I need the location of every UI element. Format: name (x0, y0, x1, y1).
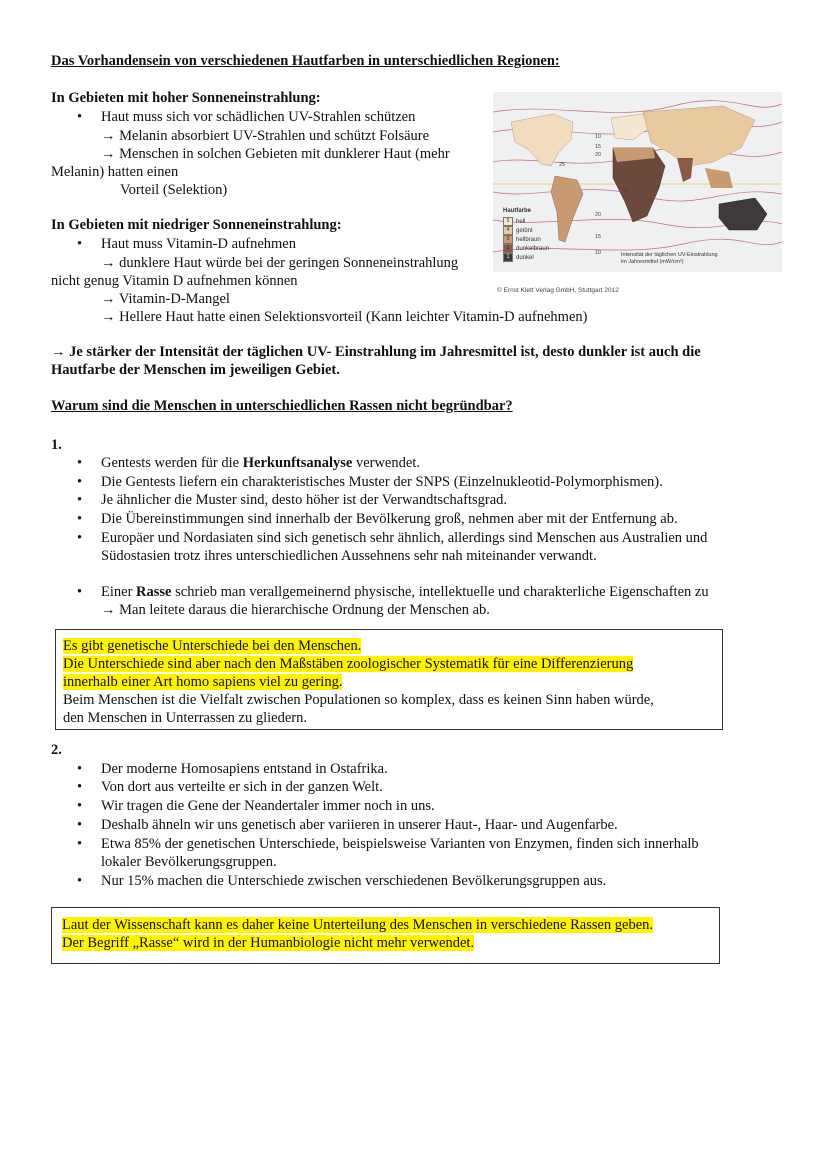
legend-item-hell (503, 217, 525, 226)
box2-line2 (62, 934, 474, 952)
section1-bullet5a: • Europäer und Nordasiaten sind sich genetisch sehr ähnlich, allerdings sind Menschen aus Australien und (101, 529, 707, 547)
contour-label-20b: 20 (595, 212, 602, 218)
contour-label-15b: 15 (623, 188, 630, 194)
intensity-label-line1: Intensität der täglichen UV-Einstrahlung (621, 252, 718, 258)
australia-shape (719, 198, 767, 230)
section2-number: 2. (51, 742, 62, 758)
box1-line2-text: Die Unterschiede sind aber nach den Maßstäben zoologischer Systematik für eine Differenzierung (63, 656, 634, 672)
legend-swatch: 2 (503, 244, 513, 253)
section1-bullet2: • Die Gentests liefern ein charakteristisches Muster der SNPS (Einzelnukleotid-Polymorphismen). (101, 473, 663, 491)
bullet1-text-bold: Herkunftsanalyse (242, 455, 353, 471)
low-sun-sub1a: → dunklere Haut würde bei der geringen Sonneneinstrahlung (101, 255, 459, 271)
high-sun-heading: In Gebieten mit hoher Sonneneinstrahlung: (51, 90, 321, 106)
southeast-asia-shape (705, 168, 733, 188)
high-sun-bullet: • Haut muss sich vor schädlichen UV-Strahlen schützen (101, 108, 415, 126)
conclusion-line2: Hautfarbe der Menschen im jeweiligen Gebiet. (51, 362, 340, 378)
legend-title: Hautfarbe (503, 208, 532, 214)
map-credit: © Ernst Klett Verlag GmbH, Stuttgart 2012 (497, 287, 619, 294)
legend-item-dunkelbraun (503, 244, 549, 253)
box1-line2 (63, 655, 633, 673)
box1-line4: Beim Menschen ist die Vielfalt zwischen Populationen so komplex, dass es keinen Sinn haben würde, (63, 692, 654, 708)
section2-bullet2: • Von dort aus verteilte er sich in der ganzen Welt. (101, 778, 383, 796)
section2-bullet4: • Deshalb ähneln wir uns genetisch aber variieren in unserer Haut-, Haar- und Augenfarbe. (101, 816, 618, 834)
low-sun-sub3: → Hellere Haut hatte einen Selektionsvorteil (Kann leichter Vitamin-D aufnehmen) (101, 309, 588, 325)
page-title: Das Vorhandensein von verschiedenen Hautfarben in unterschiedlichen Regionen: (51, 53, 560, 69)
section1-number: 1. (51, 437, 62, 453)
high-sun-sub2a: → Menschen in solchen Gebieten mit dunklerer Haut (mehr (101, 146, 450, 162)
section2-bullet6: • Nur 15% machen die Unterschiede zwischen verschiedenen Bevölkerungsgruppen aus. (101, 872, 606, 890)
section1-bullet3: • Je ähnlicher die Muster sind, desto höher ist der Verwandtschaftsgrad. (101, 491, 507, 509)
low-sun-sub1b: nicht genug Vitamin D aufnehmen können (51, 273, 298, 289)
box2-line2-text: Der Begriff „Rasse“ wird in der Humanbiologie nicht mehr verwendet. (62, 935, 475, 951)
bullet6-text-post: schrieb man verallgemeinernd physische, intellektuelle und charakterliche Eigenschaften zu (171, 584, 709, 600)
legend-item-getoent (503, 226, 533, 235)
high-sun-sub2c: Vorteil (Selektion) (120, 182, 228, 198)
india-shape (677, 158, 693, 182)
uv-skin-color-world-map (493, 92, 782, 272)
bullet1-text-post: verwendet. (352, 455, 420, 471)
box1-line5: den Menschen in Unterrassen zu gliedern. (63, 710, 308, 726)
box2-line1 (62, 916, 653, 934)
legend-label: dunkel (516, 255, 534, 262)
legend-label: getönt (516, 228, 533, 235)
low-sun-heading: In Gebieten mit niedriger Sonneneinstrahlung: (51, 217, 342, 233)
conclusion-line1: → Je stärker der Intensität der täglichen UV- Einstrahlung im Jahresmittel ist, desto dunkler ist auch die (51, 344, 701, 360)
contour-label-25: 25 (559, 162, 566, 168)
intensity-label-line2: im Jahresmittel (mW/cm²) (621, 259, 684, 265)
box2-line1-text: Laut der Wissenschaft kann es daher keine Unterteilung des Menschen in verschiedene Rassen geben. (62, 917, 654, 933)
section1-bullet5b: Südostasien trotz ihres unterschiedlichen Aussehnens sehr nah miteinander verwandt. (101, 548, 597, 564)
legend-swatch: 4 (503, 226, 513, 235)
section2-bullet1: • Der moderne Homosapiens entstand in Ostafrika. (101, 760, 388, 778)
contour-label-15c: 15 (595, 234, 602, 240)
genetic-differences-box (55, 629, 723, 730)
section1-bullet6 (101, 583, 709, 601)
bullet6-text-bold: Rasse (136, 584, 172, 600)
legend-swatch: 3 (503, 235, 513, 244)
low-sun-sub2: → Vitamin-D-Mangel (101, 291, 230, 307)
legend-swatch: 5 (503, 217, 513, 226)
section2-bullet3: • Wir tragen die Gene der Neandertaler immer noch in uns. (101, 797, 435, 815)
bullet1-text-pre: Gentests werden für die (101, 455, 243, 471)
box1-line3 (63, 673, 342, 691)
contour-label-20: 20 (595, 152, 602, 158)
section1-bullet6-sub: → Man leitete daraus die hierarchische Ordnung der Menschen ab. (101, 602, 490, 618)
box1-line1-text: Es gibt genetische Unterschiede bei den Menschen. (63, 638, 362, 654)
contour-label-10b: 10 (595, 250, 602, 256)
legend-item-dunkel (503, 253, 534, 262)
south-america-shape (551, 176, 583, 242)
low-sun-bullet: • Haut muss Vitamin-D aufnehmen (101, 235, 296, 253)
section2-bullet5a: • Etwa 85% der genetischen Unterschiede, beispielsweise Varianten von Enzymen, finden sich innerhalb (101, 835, 699, 853)
section1-bullet1 (101, 454, 420, 472)
section1-bullet4: • Die Übereinstimmungen sind innerhalb der Bevölkerung groß, nehmen aber mit der Entfernung ab. (101, 510, 678, 528)
box1-line1 (63, 637, 361, 655)
legend-label: hellbraun (516, 237, 541, 244)
contour-label-15: 15 (595, 144, 602, 150)
legend-item-hellbraun (503, 235, 541, 244)
legend-swatch: 1 (503, 253, 513, 262)
europe-shape (611, 114, 649, 140)
high-sun-sub2b: Melanin) hatten einen (51, 164, 179, 180)
bullet6-text-pre: Einer (101, 584, 137, 600)
box1-line3-text: innerhalb einer Art homo sapiens viel zu gering. (63, 674, 343, 690)
legend-label: hell (516, 219, 526, 226)
legend-label: dunkelbraun (516, 246, 550, 253)
section2-bullet5b: lokaler Bevölkerungsgruppen. (101, 854, 277, 870)
contour-label-10: 10 (595, 134, 602, 140)
high-sun-sub1: → Melanin absorbiert UV-Strahlen und schützt Folsäure (101, 128, 430, 144)
question-heading: Warum sind die Menschen in unterschiedlichen Rassen nicht begründbar? (51, 398, 513, 414)
north-america-shape (511, 114, 573, 166)
asia-shape (643, 106, 755, 166)
conclusion-box (51, 907, 720, 964)
